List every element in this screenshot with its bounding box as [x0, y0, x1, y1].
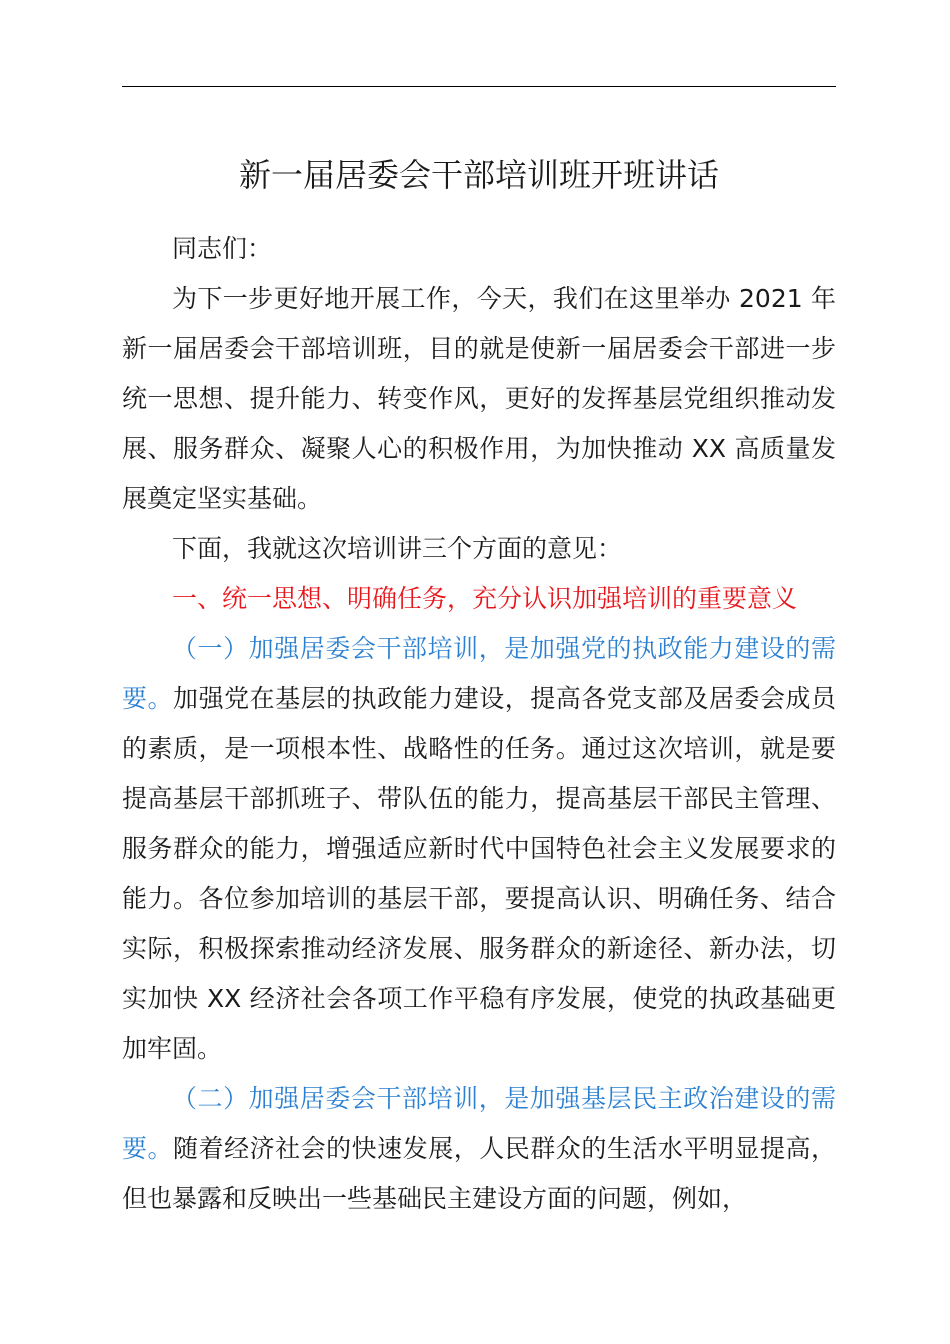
document-body: [122, 224, 836, 1224]
subsection-2-heading: （二）加强居委会干部培训，是加强基层民主政治建设的需要。: [122, 1084, 836, 1163]
intro-paragraph: 为下一步更好地开展工作，今天，我们在这里举办 2021 年新一届居委会干部培训班，目的就是使新一届居委会干部进一步统一思想、提升能力、转变作风，更好的发挥基层党组织推动发展、服务群众、凝聚人心的积极作用，为加快推动 XX 高质量发展奠定坚实基础。: [122, 284, 836, 513]
document-title: 新一届居委会干部培训班开班讲话: [238, 156, 719, 194]
subsection-1-body: 加强党在基层的执政能力建设，提高各党支部及居委会成员的素质，是一项根本性、战略性的任务。通过这次培训，就是要提高基层干部抓班子、带队伍的能力，提高基层干部民主管理、服务群众的能力，增强适应新时代中国特色社会主义发展要求的能力。各位参加培训的基层干部，要提高认识、明确任务、结合实际，积极探索推动经济发展、服务群众的新途径、新办法，切实加快 XX 经济社会各项工作平稳有序发展，使党的执政基础更加牢固。: [122, 684, 836, 1063]
lead-in-paragraph: 下面，我就这次培训讲三个方面的意见：: [172, 534, 623, 563]
header-rule: [122, 86, 836, 87]
section-1-heading: 一、统一思想、明确任务，充分认识加强培训的重要意义: [172, 584, 798, 613]
subsection-1-heading: （一）加强居委会干部培训，是加强党的执政能力建设的需要。: [122, 634, 836, 713]
subsection-2-body: 随着经济社会的快速发展，人民群众的生活水平明显提高，但也暴露和反映出一些基础民主建设方面的问题，例如，: [122, 1134, 836, 1213]
greeting-paragraph: 同志们：: [172, 234, 273, 263]
subsection-1-paragraph: [122, 624, 836, 1074]
subsection-2-paragraph: [122, 1074, 836, 1224]
